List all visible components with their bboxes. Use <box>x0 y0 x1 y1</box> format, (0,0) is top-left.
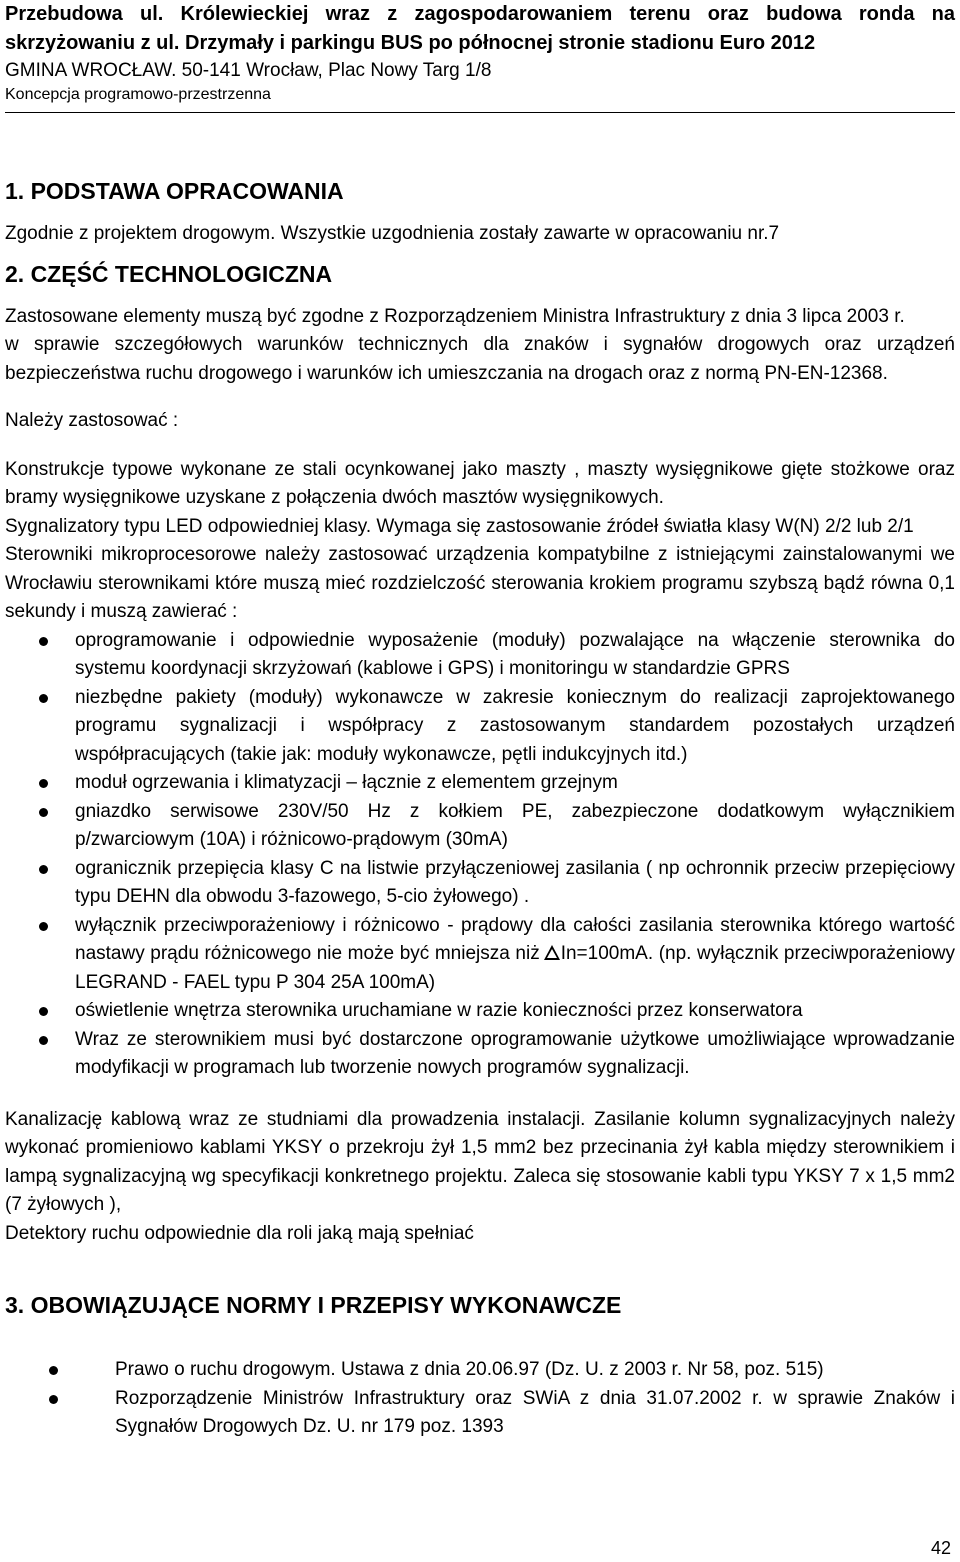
detectors-paragraph: Detektory ruchu odpowiednie dla roli jaką mają spełniać <box>5 1222 474 1244</box>
section-2-intro-line-1: Zastosowane elementy muszą być zgodne z Rozporządzeniem Ministra Infrastruktury z dnia 3 lipca 2003 r. <box>5 305 905 327</box>
list-item: oprogramowanie i odpowiednie wyposażenie (moduły) pozwalające na włączenie sterownika do systemu koordynacji skrzyżowań (kablowe i GPS) i monitoringu w standardzie GPRS <box>5 627 955 684</box>
signals-light-class: Wymaga się zastosowanie źródeł światła klasy W(N) 2/2 lub 2/1 <box>376 515 914 537</box>
section-3-heading: 3. OBOWIĄZUJĄCE NORMY I PRZEPISY WYKONAWCZE <box>5 1292 622 1318</box>
document-page <box>5 0 955 1562</box>
bullet-icon <box>39 922 48 931</box>
list-item: Rozporządzenie Ministrów Infrastruktury oraz SWiA z dnia 31.07.2002 r. w sprawie Znaków i Sygnałów Drogowych Dz. U. nr 179 poz. 1393 <box>5 1385 955 1442</box>
bullet-icon <box>39 694 48 703</box>
section-1-heading: 1. PODSTAWA OPRACOWANIA <box>5 178 344 204</box>
bullet-icon <box>39 637 48 646</box>
bullet-icon <box>49 1366 58 1375</box>
controller-requirements-list <box>5 627 955 1083</box>
bullet-icon <box>39 779 48 788</box>
header-title-line-2: skrzyżowaniu z ul. Drzymały i parkingu BUS po północnej stronie stadionu Euro 2012 <box>5 32 816 54</box>
signals-paragraph <box>5 513 955 542</box>
bullet-icon <box>39 1007 48 1016</box>
bullet-icon <box>39 865 48 874</box>
list-item: oświetlenie wnętrza sterownika uruchamiane w razie konieczności przez konserwatora <box>5 997 955 1026</box>
controllers-paragraph: Sterowniki mikroprocesorowe należy zastosować urządzenia kompatybilne z istniejącymi zainstalowanymi we Wrocławiu sterownikami które muszą mieć rozdzielczość sterowania krokiem programu szybszą bądź równa 0,1 sekundy i muszą zawierać : <box>5 544 955 622</box>
document-header <box>5 0 955 113</box>
section-1-text: Zgodnie z projektem drogowym. Wszystkie uzgodnienia zostały zawarte w opracowaniu nr.7 <box>5 223 780 244</box>
apply-label: Należy zastosować : <box>5 410 179 431</box>
header-subtitle: Koncepcja programowo-przestrzenna <box>5 86 271 103</box>
list-item: gniazdko serwisowe 230V/50 Hz z kołkiem PE, zabezpieczone dodatkowym wyłącznikiem p/zwarciowym (10A) i różnicowo-prądowym (30mA) <box>5 798 955 855</box>
section-2-heading: 2. CZĘŚĆ TECHNOLOGICZNA <box>5 260 333 287</box>
section-2-intro-rest: w sprawie szczegółowych warunków technicznych dla znaków i sygnałów drogowych oraz urządzeń bezpieczeństwa ruchu drogowego i warunków ich umieszczania na drogach oraz z normą PN-EN-12368. <box>5 334 955 384</box>
list-item: ogranicznik przepięcia klasy C na listwie przyłączeniowej zasilania ( np ochronnik przeciw przepięciowy typu DEHN dla obwodu 3-fazowego, 5-cio żyłowego) . <box>5 855 955 912</box>
header-address: GMINA WROCŁAW. 50-141 Wrocław, Plac Nowy Targ 1/8 <box>5 60 492 81</box>
list-item: niezbędne pakiety (moduły) wykonawcze w zakresie koniecznym do realizacji zaprojektowanego programu sygnalizacji i współpracy z zastosowanym standardem pozostałych urządzeń współpracujących (takie jak: moduły wykonawcze, pętli indukcyjnych itd.) <box>5 684 955 770</box>
bullet-icon <box>49 1395 58 1404</box>
header-title-line-1: Przebudowa ul. Królewieckiej wraz z zagospodarowaniem terenu oraz budowa ronda na <box>5 3 955 25</box>
list-item: Prawo o ruchu drogowym. Ustawa z dnia 20.06.97 (Dz. U. z 2003 r. Nr 58, poz. 515) <box>5 1356 955 1385</box>
norms-list <box>5 1356 955 1442</box>
delta-icon <box>544 945 560 960</box>
signals-led: Sygnalizatory typu LED odpowiedniej klasy. <box>5 515 372 537</box>
constructions-paragraph: Konstrukcje typowe wykonane ze stali ocynkowanej jako maszty , maszty wysięgnikowe gięte stożkowe oraz bramy wysięgnikowe uzyskane z połączenia dwóch masztów wysięgnikowych. <box>5 458 955 508</box>
cabling-paragraph: Kanalizację kablową wraz ze studniami dla prowadzenia instalacji. Zasilanie kolumn sygnalizacyjnych należy wykonać promieniowo kablami YKSY o przekroju żył 1,5 mm2 bez przecinania żył kabla między sterownikiem i lampą sygnalizacyjną wg specyfikacji konkretnego projektu. Zaleca się stosowanie kabli typu YKSY 7 x 1,5 mm2 (7 żyłowych ), <box>5 1108 955 1215</box>
list-item: wyłącznik przeciwporażeniowy i różnicowo - prądowy dla całości zasilania sterownika którego wartość nastawy prądu różnicowego nie może być mniejsza niż In=100mA. (np. wyłącznik przeciwporażeniowy LEGRAND - FAEL typu P 304 25A 100mA) <box>5 912 955 998</box>
list-item: moduł ogrzewania i klimatyzacji – łącznie z elementem grzejnym <box>5 769 955 798</box>
bullet-icon <box>39 1036 48 1045</box>
page-number: 42 <box>930 1538 951 1558</box>
bullet-icon <box>39 808 48 817</box>
list-item: Wraz ze sterownikiem musi być dostarczone oprogramowanie użytkowe umożliwiające wprowadzanie modyfikacji w programach lub tworzenie nowych programów sygnalizacji. <box>5 1026 955 1083</box>
header-divider <box>5 112 955 113</box>
